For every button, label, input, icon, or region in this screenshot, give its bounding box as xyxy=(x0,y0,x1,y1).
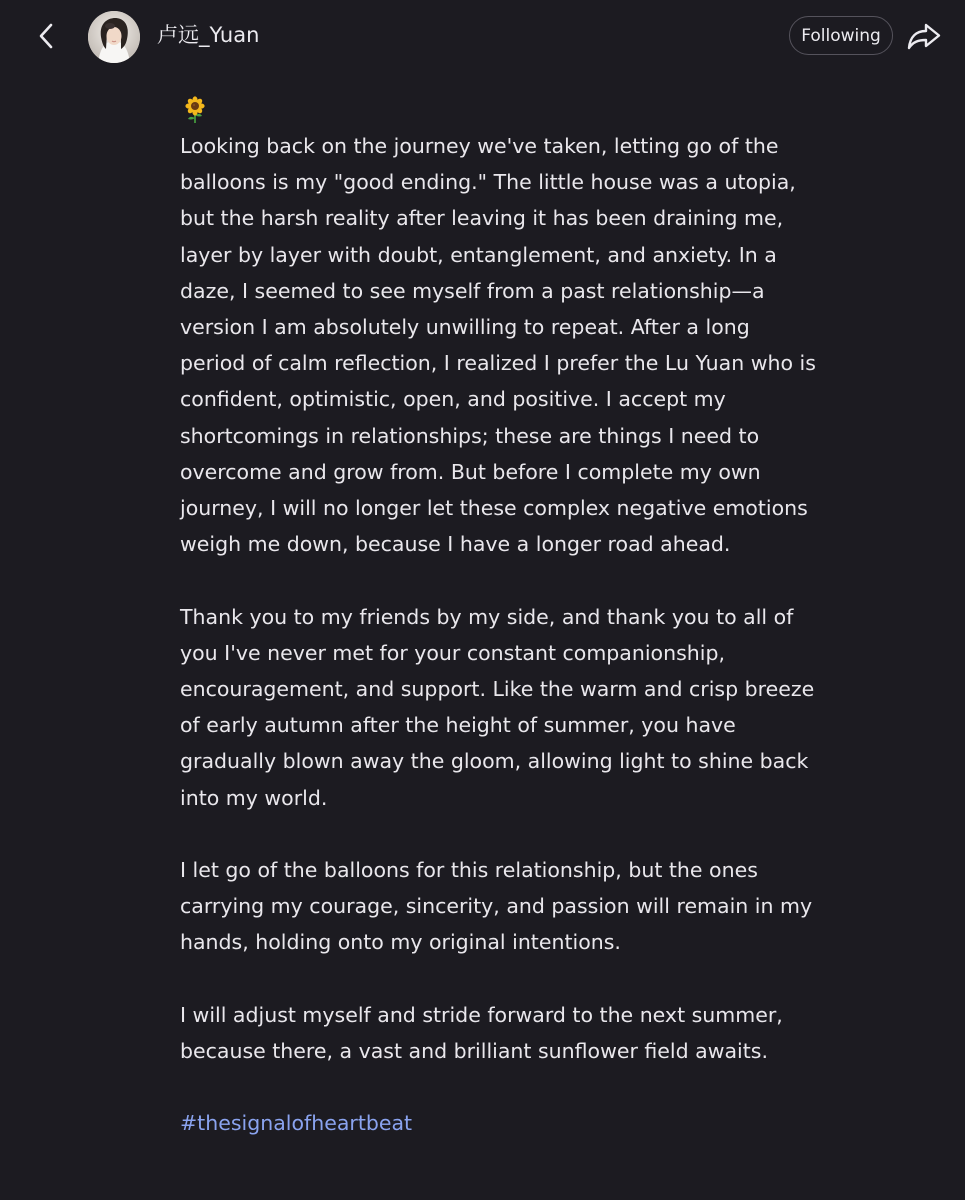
emoji-line xyxy=(180,92,820,128)
back-button[interactable] xyxy=(28,16,64,56)
post-paragraph-2: Thank you to my friends by my side, and thank you to all of you I've never met for your constant companionship, encouragement, and support. Like the warm and crisp breeze of early autumn after the height of summer, you have gradually blown away the gloom, allowing light to shine back into my world. xyxy=(180,604,815,810)
share-arrow-icon xyxy=(906,21,942,51)
post-paragraph-1: Looking back on the journey we've taken, letting go of the balloons is my "good ending." The little house was a utopia, but the harsh reality after leaving it has been draining me, layer by layer with doubt, entanglement, and anxiety. In a daze, I seemed to see myself from a past relationship—a version I am absolutely unwilling to repeat. After a long period of calm reflection, I realized I prefer the Lu Yuan who is confident, optimistic, open, and positive. I accept my shortcomings in relationships; these are things I need to overcome and grow from. But before I complete my own journey, I will no longer let these complex negative emotions weigh me down, because I have a longer road ahead. xyxy=(180,134,816,557)
top-bar xyxy=(0,0,965,72)
post-paragraph-4: I will adjust myself and stride forward to the next summer, because there, a vast and brilliant sunflower field awaits. xyxy=(180,1002,783,1064)
avatar-image xyxy=(88,11,140,63)
username[interactable]: 卢远_Yuan xyxy=(157,23,260,47)
share-button[interactable] xyxy=(904,17,944,55)
chevron-left-icon xyxy=(36,22,56,50)
hashtag-link[interactable]: #thesignalofheartbeat xyxy=(180,1111,413,1136)
avatar[interactable] xyxy=(88,11,140,63)
following-button[interactable]: Following xyxy=(789,16,893,55)
post-paragraph-3: I let go of the balloons for this relationship, but the ones carrying my courage, sincerity, and passion will remain in my hands, holding onto my original intentions. xyxy=(180,858,813,955)
post-content xyxy=(180,92,820,1142)
sunflower-icon xyxy=(183,96,207,124)
